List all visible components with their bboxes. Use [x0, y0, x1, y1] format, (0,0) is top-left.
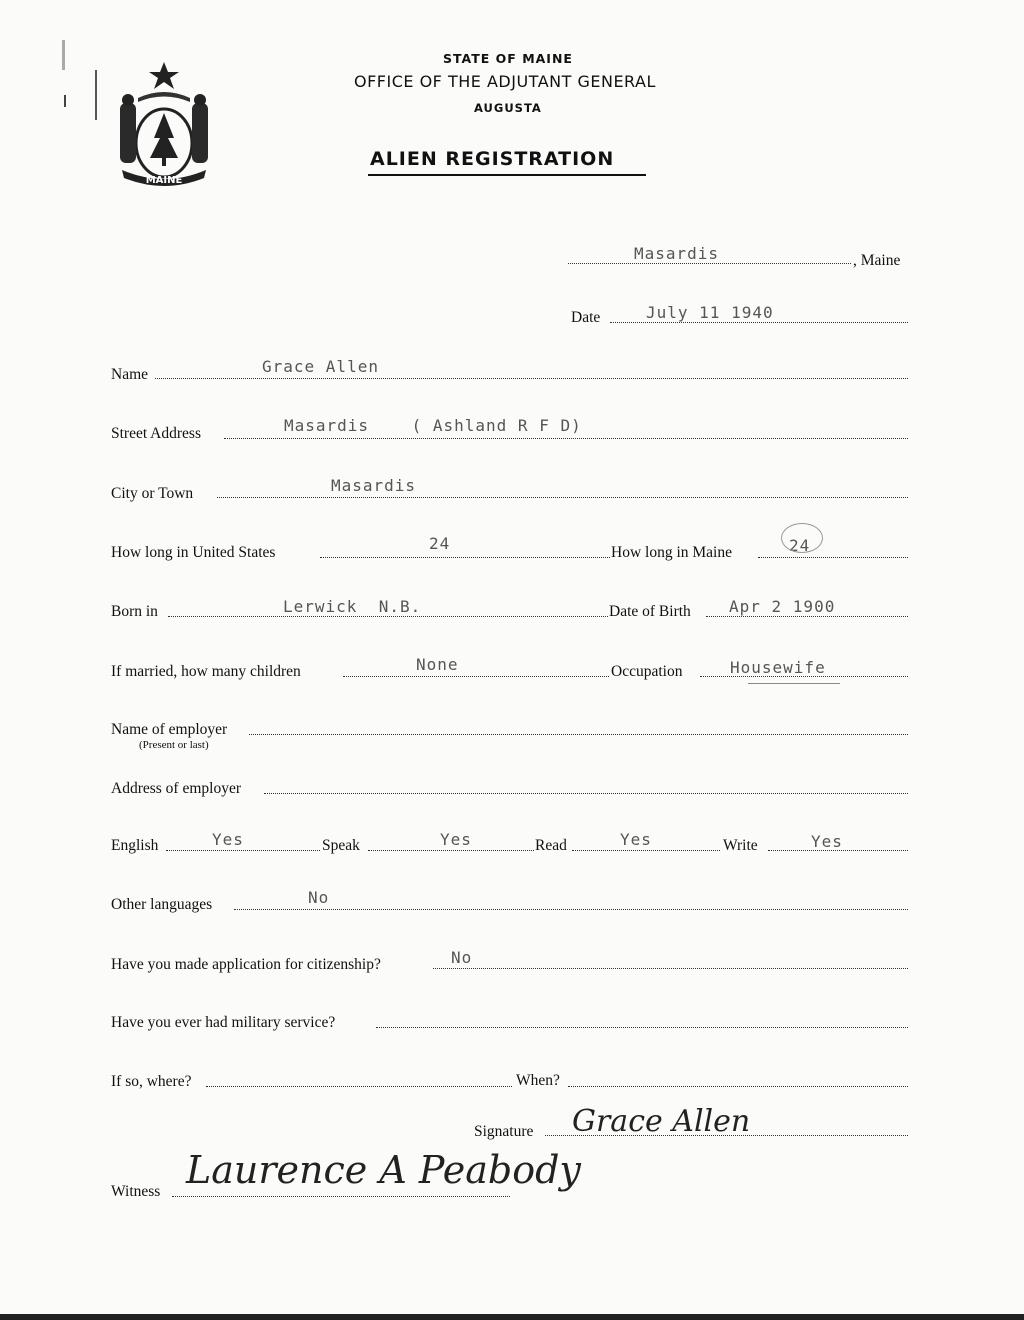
- page-bottom-edge: [0, 1314, 1024, 1320]
- name-label: Name: [111, 366, 149, 383]
- margin-mark: [64, 95, 66, 107]
- children-label: If married, how many children: [111, 663, 301, 680]
- date-of-birth-label: Date of Birth: [609, 603, 691, 620]
- write-value: Yes: [811, 832, 843, 851]
- date-label: Date: [571, 309, 601, 326]
- witness-label: Witness: [111, 1183, 161, 1200]
- margin-mark: [95, 70, 97, 120]
- other-languages-label: Other languages: [111, 896, 213, 913]
- city-label: City or Town: [111, 485, 194, 502]
- city-line: [217, 497, 908, 498]
- other-languages-value: No: [308, 888, 330, 907]
- citizenship-value: No: [451, 948, 473, 967]
- date-line: [610, 322, 908, 323]
- employer-address-line: [264, 793, 908, 794]
- date-of-birth-line: [706, 616, 908, 617]
- how-long-us-line: [320, 557, 610, 558]
- occupation-value: Housewife: [730, 658, 826, 677]
- how-long-us-label: How long in United States: [111, 544, 276, 561]
- city-heading: AUGUSTA: [474, 101, 542, 115]
- witness-line: [172, 1196, 510, 1197]
- state-heading: STATE OF MAINE: [443, 51, 573, 66]
- employer-name-label: Name of employer: [111, 721, 228, 738]
- how-long-us-value: 24: [429, 534, 451, 553]
- read-label: Read: [535, 837, 567, 854]
- street-address-line: [224, 438, 908, 439]
- circle-mark: [781, 523, 823, 553]
- how-long-maine-line: [758, 557, 908, 558]
- how-long-maine-value: 24: [789, 536, 811, 555]
- street-address-label: Street Address: [111, 425, 201, 442]
- occupation-label: Occupation: [611, 663, 683, 680]
- name-value: Grace Allen: [262, 357, 379, 376]
- employer-address-label: Address of employer: [111, 780, 241, 797]
- when-label: When?: [516, 1072, 560, 1089]
- place-line: [568, 263, 851, 264]
- place-suffix: , Maine: [853, 252, 901, 269]
- employer-name-sublabel: (Present or last): [139, 739, 209, 751]
- write-label: Write: [723, 837, 758, 854]
- citizenship-line: [433, 968, 908, 969]
- where-line: [206, 1086, 512, 1087]
- page-title: ALIEN REGISTRATION: [370, 148, 615, 170]
- english-value: Yes: [212, 830, 244, 849]
- military-line: [376, 1027, 908, 1028]
- place-value: Masardis: [634, 244, 720, 263]
- children-line: [343, 676, 609, 677]
- english-label: English: [111, 837, 159, 854]
- name-line: [155, 378, 908, 379]
- employer-name-line: [249, 734, 908, 735]
- speak-value: Yes: [440, 830, 472, 849]
- born-in-value: Lerwick N.B.: [283, 597, 422, 616]
- citizenship-label: Have you made application for citizenship?: [111, 956, 381, 973]
- street-address-value: Masardis ( Ashland R F D): [284, 416, 582, 435]
- date-value: July 11 1940: [646, 303, 774, 322]
- speak-label: Speak: [322, 837, 360, 854]
- witness-value: Laurence A Peabody: [186, 1148, 581, 1192]
- born-in-line: [168, 616, 608, 617]
- date-of-birth-value: Apr 2 1900: [729, 597, 836, 616]
- english-line: [166, 850, 320, 851]
- state-seal-icon: [108, 58, 220, 190]
- seal-text: MAINE: [145, 175, 183, 186]
- city-value: Masardis: [331, 476, 417, 495]
- other-languages-line: [234, 909, 908, 910]
- read-value: Yes: [620, 830, 652, 849]
- children-value: None: [416, 655, 459, 674]
- speak-line: [368, 850, 534, 851]
- underline-mark: [748, 683, 840, 684]
- military-label: Have you ever had military service?: [111, 1014, 336, 1031]
- where-label: If so, where?: [111, 1073, 192, 1090]
- when-line: [568, 1086, 908, 1087]
- how-long-maine-label: How long in Maine: [611, 544, 732, 561]
- read-line: [572, 850, 720, 851]
- born-in-label: Born in: [111, 603, 158, 620]
- office-heading: OFFICE OF THE ADJUTANT GENERAL: [354, 72, 656, 91]
- margin-mark: [62, 40, 65, 70]
- signature-label: Signature: [474, 1123, 534, 1140]
- signature-value: Grace Allen: [572, 1104, 751, 1139]
- title-underline: [368, 174, 646, 176]
